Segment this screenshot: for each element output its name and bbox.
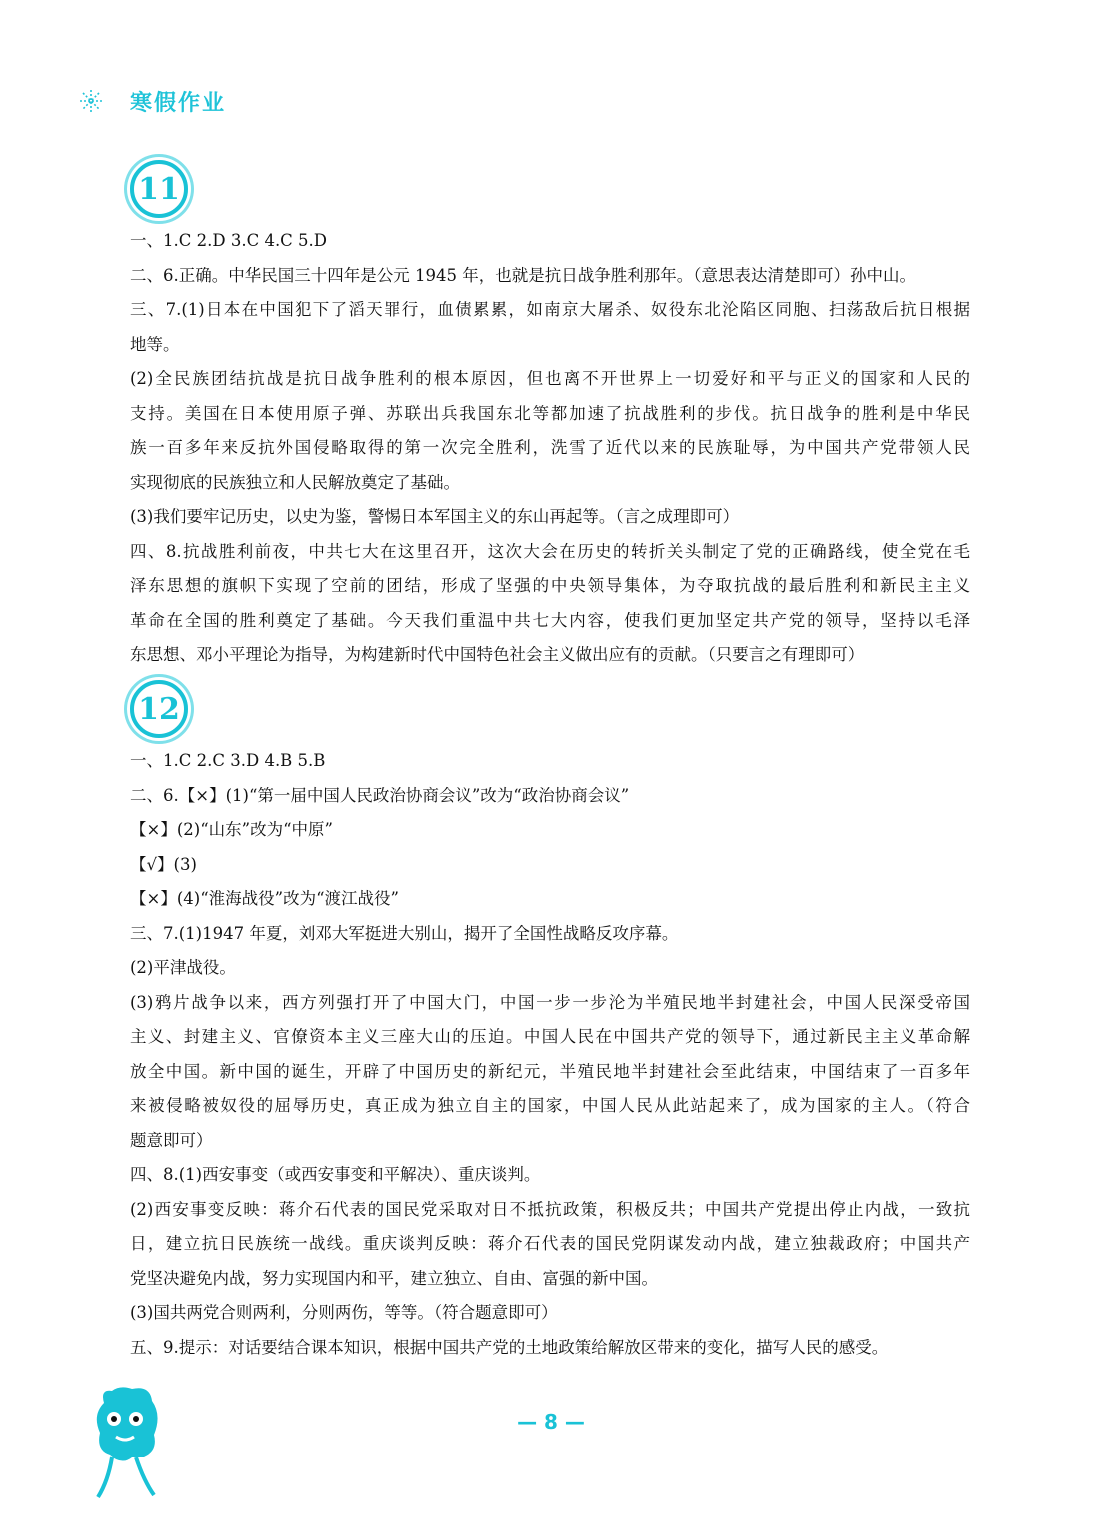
answer-line: 二、6.【×】(1)“第一届中国人民政治协商会议”改为“政治协商会议” — [130, 785, 630, 805]
answer-line: 三、7.(1)日本在中国犯下了滔天罪行，血债累累，如南京大屠杀、奴役东北沦陷区同胞、扫荡敌后抗日根据 — [130, 300, 970, 319]
answer-line: 二、6.正确。中华民国三十四年是公元 1945 年，也就是抗日战争胜利那年。（意思表达清楚即可）孙中山。 — [130, 265, 916, 285]
answer-line: 地等。 — [130, 334, 180, 354]
section-number-badge — [130, 680, 188, 738]
answer-line: (2)西安事变反映：蒋介石代表的国民党采取对日不抵抗政策，积极反共；中国共产党提出停止内战，一致抗 — [130, 1199, 970, 1219]
page-number: — 8 — — [517, 1410, 585, 1434]
answer-line: 党坚决避免内战，努力实现国内和平，建立独立、自由、富强的新中国。 — [130, 1268, 658, 1288]
answer-section-11 — [130, 224, 970, 673]
answer-line: (2)平津战役。 — [130, 958, 236, 977]
answer-line: 【×】(4)“淮海战役”改为“渡江战役” — [130, 889, 399, 908]
answer-line: 四、8.抗战胜利前夜，中共七大在这里召开，这次大会在历史的转折关头制定了党的正确路线，使全党在毛 — [130, 541, 970, 561]
answer-line: (2)全民族团结抗战是抗日战争胜利的根本原因，但也离不开世界上一切爱好和平与正义的国家和人民的 — [130, 369, 970, 388]
answer-line: (3)我们要牢记历史，以史为鉴，警惕日本军国主义的东山再起等。（言之成理即可） — [130, 507, 740, 526]
answer-line: 放全中国。新中国的诞生，开辟了中国历史的新纪元，半殖民地半封建社会至此结束，中国结束了一百多年 — [130, 1061, 970, 1081]
answer-line: 泽东思想的旗帜下实现了空前的团结，形成了坚强的中央领导集体，为夺取抗战的最后胜利和新民主主义 — [130, 576, 970, 595]
answer-line: 革命在全国的胜利奠定了基础。今天我们重温中共七大内容，使我们更加坚定共产党的领导，坚持以毛泽 — [130, 610, 970, 630]
answer-line: 实现彻底的民族独立和人民解放奠定了基础。 — [130, 472, 460, 492]
answer-line: (3)鸦片战争以来，西方列强打开了中国大门，中国一步一步沦为半殖民地半封建社会，中国人民深受帝国 — [130, 992, 970, 1012]
answer-line: 主义、封建主义、官僚资本主义三座大山的压迫。中国人民在中国共产党的领导下，通过新民主主义革命解 — [130, 1027, 970, 1046]
answer-section-12 — [130, 744, 970, 1365]
answer-line: 日，建立抗日民族统一战线。重庆谈判反映：蒋介石代表的国民党阴谋发动内战，建立独裁政府；中国共产 — [130, 1234, 970, 1253]
mascot-icon — [92, 1385, 162, 1505]
answer-line: 题意即可） — [130, 1130, 213, 1150]
answer-line: 支持。美国在日本使用原子弹、苏联出兵我国东北等都加速了抗战胜利的步伐。抗日战争的胜利是中华民 — [130, 403, 970, 423]
answer-line: 五、9.提示：对话要结合课本知识，根据中国共产党的土地政策给解放区带来的变化，描写人民的感受。 — [130, 1337, 889, 1357]
answer-line: 三、7.(1)1947 年夏，刘邓大军挺进大别山，揭开了全国性战略反攻序幕。 — [130, 923, 679, 943]
sparkle-icon — [78, 88, 104, 114]
header-title: 寒假作业 — [130, 90, 227, 116]
answer-line: 东思想、邓小平理论为指导，为构建新时代中国特色社会主义做出应有的贡献。（只要言之有理即可） — [130, 645, 865, 664]
section-number: 12 — [138, 691, 180, 727]
answer-line: (3)国共两党合则两利，分则两伤，等等。（符合题意即可） — [130, 1303, 558, 1322]
answer-line: 来被侵略被奴役的屈辱历史，真正成为独立自主的国家，中国人民从此站起来了，成为国家的主人。（符合 — [130, 1096, 970, 1115]
page-header — [78, 84, 226, 118]
answer-line: 【×】(2)“山东”改为“中原” — [130, 820, 333, 839]
answer-line: 一、1.C 2.D 3.C 4.C 5.D — [130, 231, 328, 250]
section-number: 11 — [138, 171, 180, 207]
answer-line: 族一百多年来反抗外国侵略取得的第一次完全胜利，洗雪了近代以来的民族耻辱，为中国共产党带领人民 — [130, 438, 970, 457]
answer-line: 四、8.(1)西安事变（或西安事变和平解决）、重庆谈判。 — [130, 1165, 541, 1184]
answer-line: 【√】(3) — [130, 854, 197, 874]
answer-line: 一、1.C 2.C 3.D 4.B 5.B — [130, 751, 326, 770]
section-number-badge — [130, 160, 188, 218]
